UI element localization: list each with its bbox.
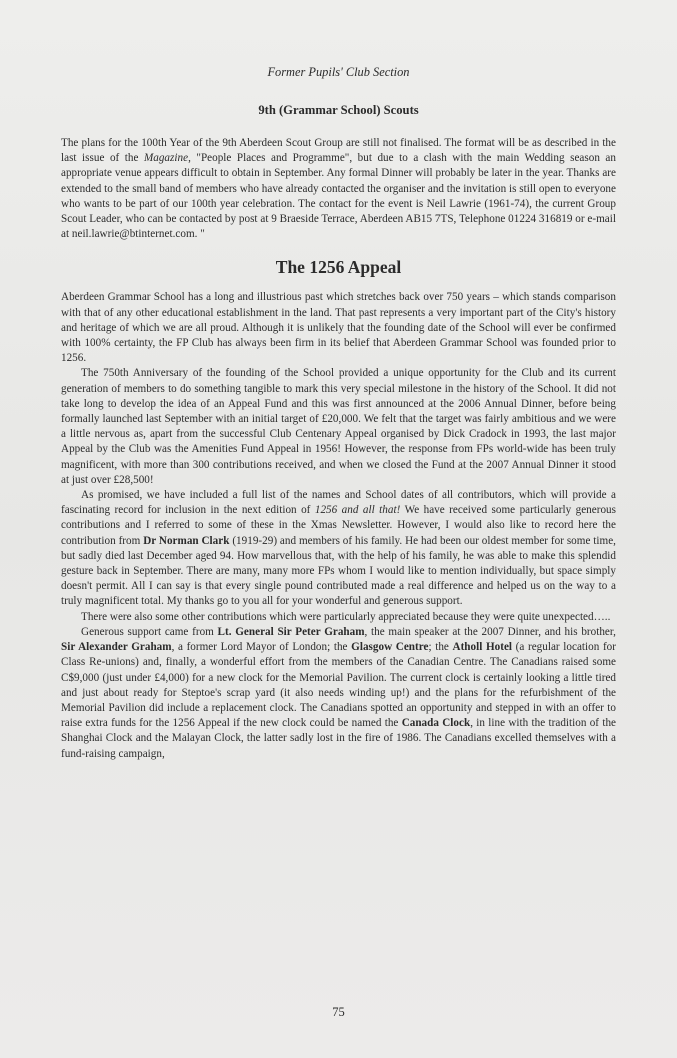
text-run: As promised, we have included a full list of the names and School dates of all contributors, which will provide a fascinating record for inclusion in the next edition of [61, 489, 616, 517]
text-run: (a regular location for Class Re-unions) and, finally, a wonderful effort from the members of the Canadian Centre. The Canadians raised some C$9,000 (just under £4,000) for a new clock for the Memorial Pavilion. The current clock is certainly looking a little tired and just about ready for Steptoe's scrap yard (it also needs winding up!) and the plans for the refurbishment of the Memorial Pavilion did include a replacement clock. The Canadians spotted an opportunity and stepped in with an offer to raise extra funds for the 1256 Appeal if the new clock could be named the [61, 641, 616, 730]
text-run: There were also some other contributions which were particularly appreciated because they were quite unexpected….. [81, 610, 611, 623]
scouts-section-title: 9th (Grammar School) Scouts [258, 103, 419, 117]
appeal-paragraph-3 [61, 488, 616, 610]
text-run: , in line with the tradition of the Shanghai Clock and the Malayan Clock, the latter sadly lost in the fire of 1986. The Canadians excelled themselves with a fund-raising campaign, [61, 717, 616, 760]
bold-text-run: Dr Norman Clark [143, 534, 230, 547]
italic-text-run: 1256 and all that! [314, 504, 401, 517]
page-number: 75 [332, 1005, 345, 1019]
text-run: Generous support came from [81, 625, 218, 638]
appeal-paragraph-5 [61, 625, 616, 762]
text-run: , the main speaker at the 2007 Dinner, and his brother, [364, 625, 616, 638]
page-content [61, 64, 616, 762]
bold-text-run: Sir Alexander Graham [61, 641, 172, 654]
text-run: , a former Lord Mayor of London; the [171, 641, 352, 654]
appeal-paragraph-2 [61, 366, 616, 488]
text-run: The plans for the 100th Year of the 9th Aberdeen Scout Group are still not finalised. The format will be as described in the last issue of the [61, 137, 616, 165]
appeal-section-title: The 1256 Appeal [275, 257, 402, 278]
bold-text-run: Canada Clock [401, 717, 471, 730]
text-run: We have received some particularly generous contributions and I referred to some of these in the Xmas Newsletter. However, I would also like to record here the contribution from [61, 504, 616, 547]
bold-text-run: Glasgow Centre [351, 641, 429, 654]
text-run: , "People Places and Programme", but due to a clash with the main Wedding season an appropriate venue appears difficult to obtain in September. Any formal Dinner will probably be later in the year. Thanks are extended to the small band of members who have already contacted the organiser and the invitation is still open to everyone who wants to be part of our 100th year celebration. The contact for the event is Neil Lawrie (1961-74), the current Group Scout Leader, who can be contacted by post at 9 Braeside Terrace, Aberdeen AB15 7TS, Telephone 01224 316819 or e-mail at neil.lawrie@btinternet.com. " [61, 152, 616, 241]
bold-text-run: Lt. General Sir Peter Graham [217, 625, 365, 638]
italic-text-run: Magazine [143, 152, 189, 165]
appeal-paragraph-1 [61, 290, 616, 366]
appeal-paragraph-4 [61, 610, 616, 625]
text-run: (1919-29) and members of his family. He had been our oldest member for some time, but sadly died last December aged 94. How marvellous that, with the help of his family, he was able to make this splendid gesture back in September. There are many, many more FPs whom I would like to mention individually, but space simply doesn't permit. All I can say is that every single pound contributed made a real difference and helped us on the way to a truly magnificent total. My thanks go to you all for your wonderful and generous support. [61, 534, 616, 608]
text-run: Aberdeen Grammar School has a long and illustrious past which stretches back over 750 years – which stands comparison with that of any other educational establishment in the land. That past represents a very important part of the City's history and heritage of which we are all proud. Although it is unlikely that the founding date of the School will ever be confirmed with 100% certainty, the FP Club has always been firm in its belief that Aberdeen Grammar School was founded prior to 1256. [61, 291, 616, 365]
text-run: ; the [428, 641, 453, 654]
scouts-paragraph [61, 136, 616, 242]
running-head: Former Pupils' Club Section [267, 65, 410, 79]
text-run: The 750th Anniversary of the founding of the School provided a unique opportunity for the Club and its current generation of members to do something tangible to mark this very special milestone in the history of the School. It did not take long to develop the idea of an Appeal Fund and this was first announced at the 2006 Annual Dinner, before being formally launched last September with an initial target of £20,000. We felt that the target was fairly ambitious and we were a little nervous as, apart from the successful Club Centenary Appeal organised by Dick Cradock in 1993, the last major Appeal by the Club was the Amenities Fund Appeal in 1956! However, the response from FPs world-wide has been truly magnificent, with more than 300 contributions received, and when we closed the Fund at the 2007 Annual Dinner it stood at just over £28,500! [61, 367, 616, 486]
bold-text-run: Atholl Hotel [452, 641, 513, 654]
